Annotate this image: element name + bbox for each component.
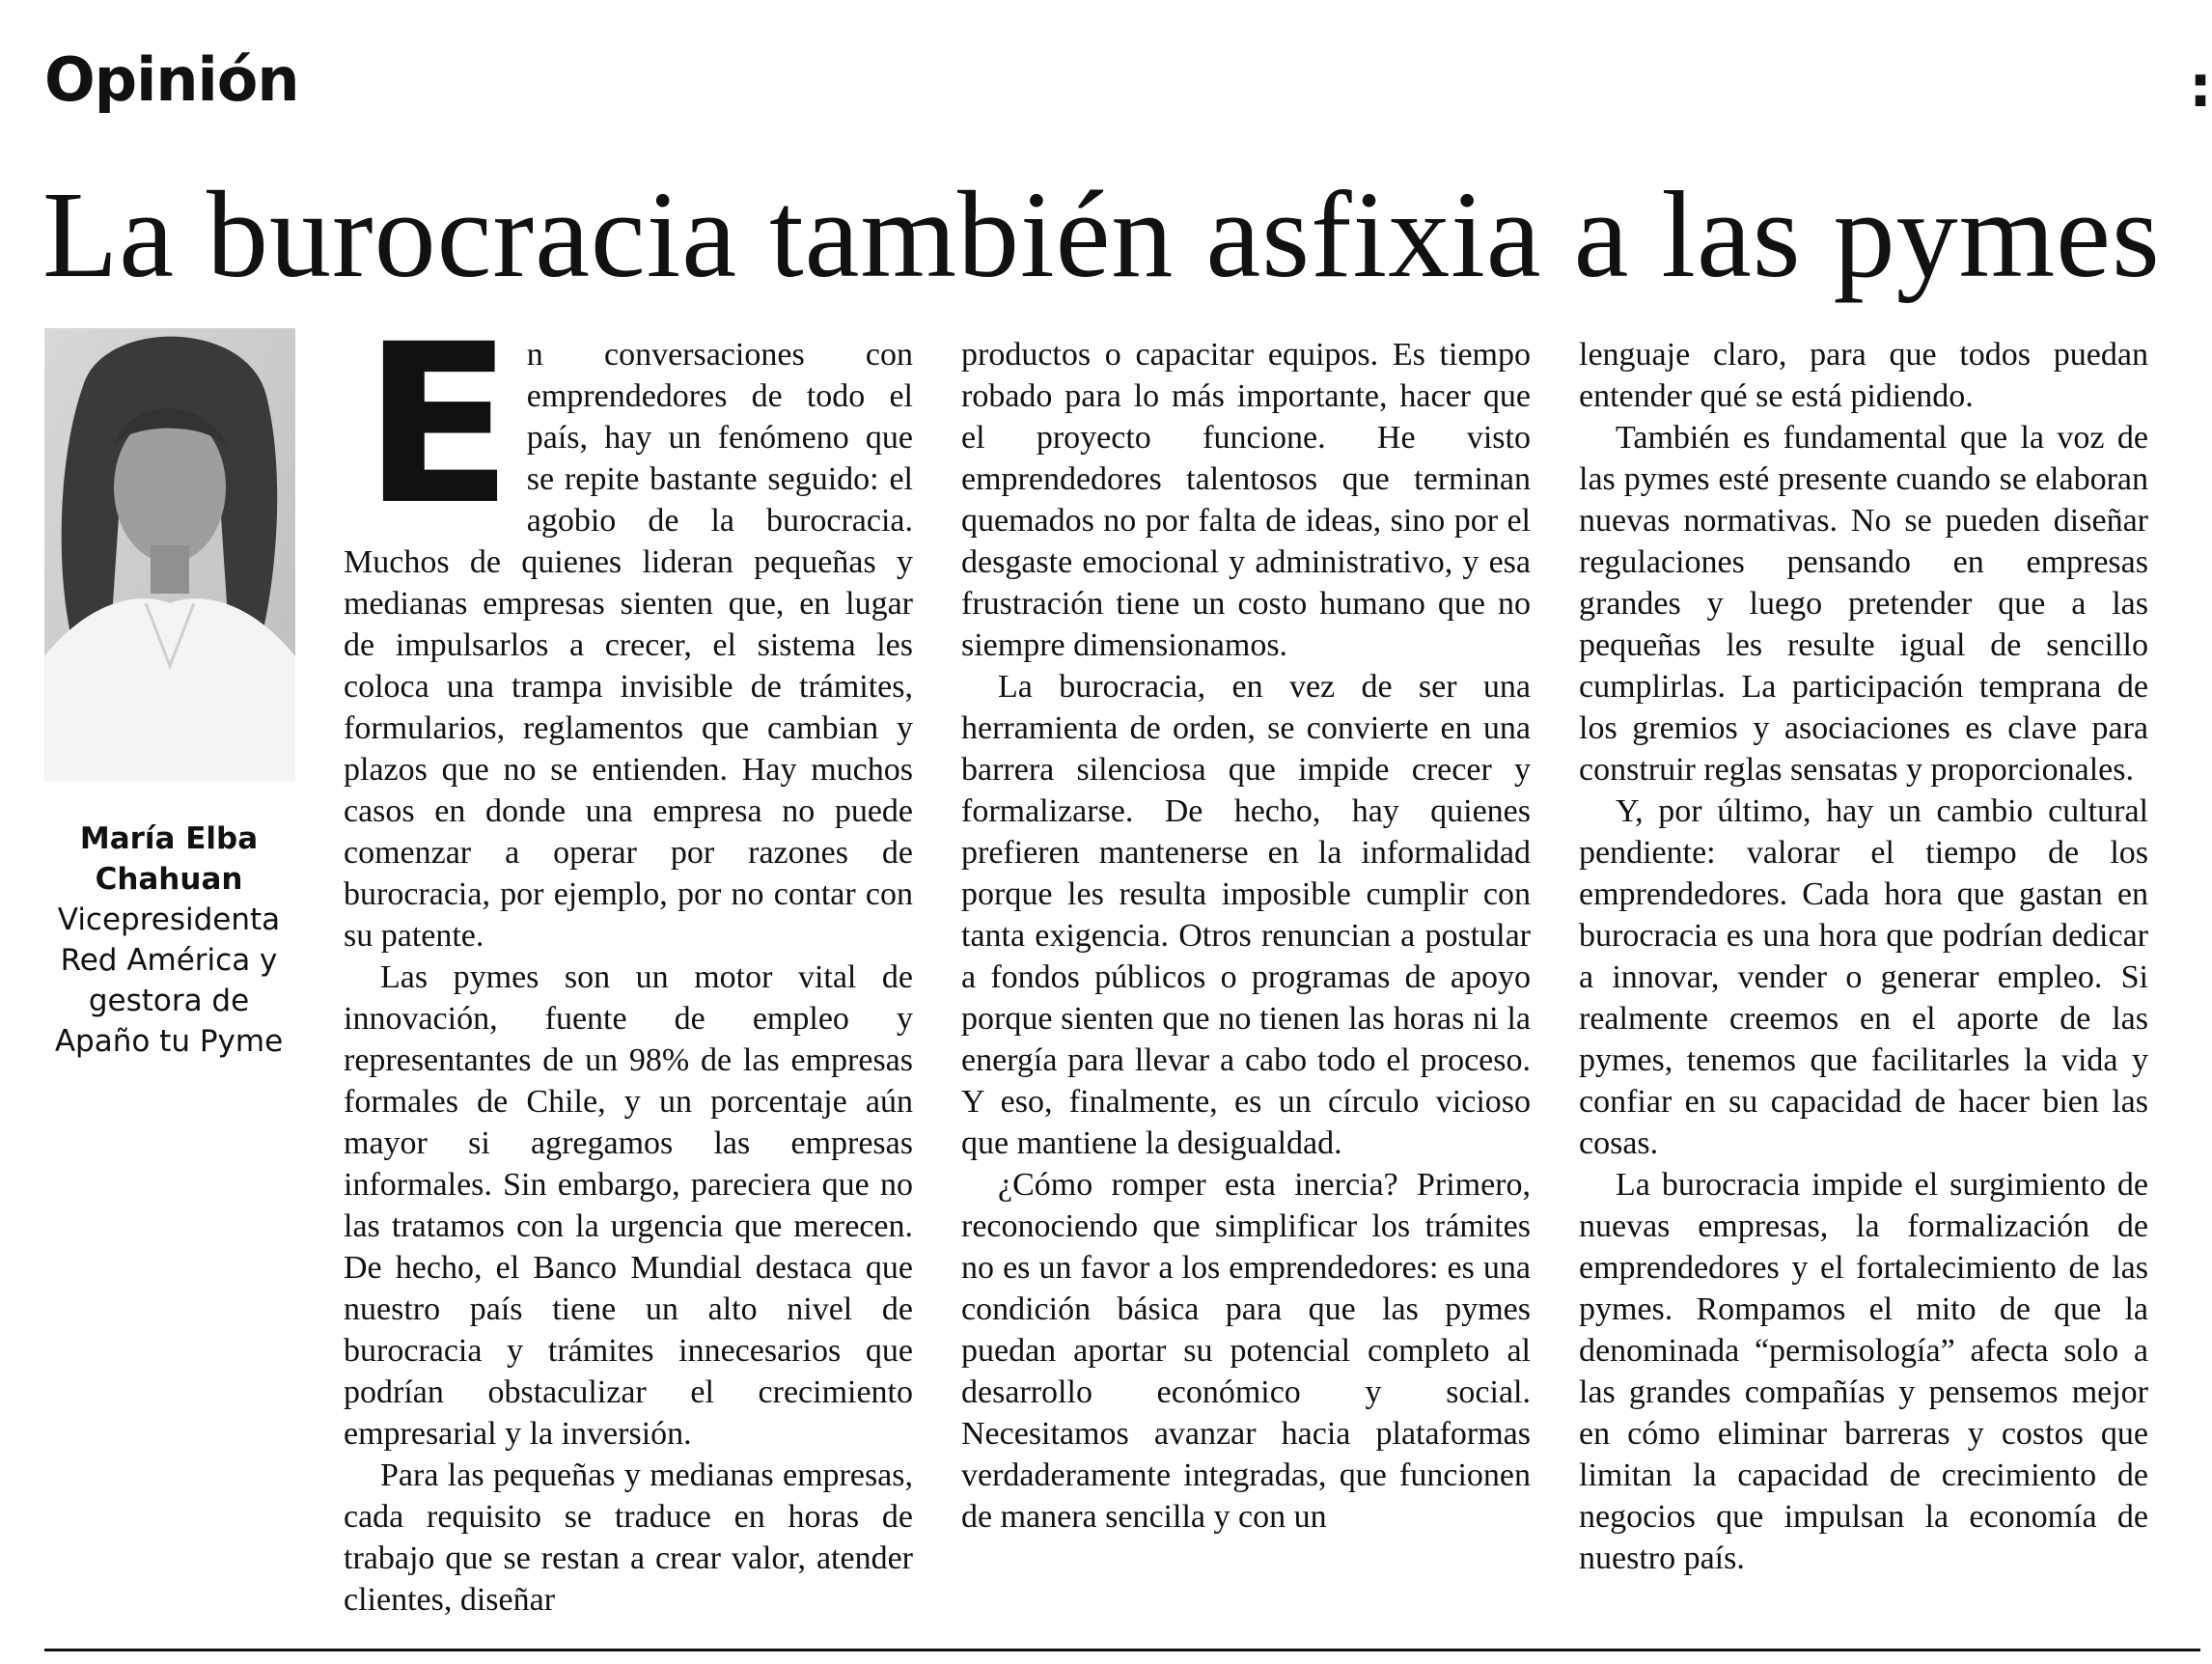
article-paragraph: Las pymes son un motor vital de innovación, fuente de empleo y representantes de un 98% de las empresas formales de Chile, y un porcentaje aún mayor si agregamos las empresas informales. Sin embargo, pareciera que no las tratamos con la urgencia que merecen. De hecho, el Banco Mundial destaca que nuestro país tiene un alto nivel de burocracia y trámites innecesarios que podrían obstaculizar el crecimiento empresarial y la inversión. — [344, 959, 913, 1452]
article-paragraph: ¿Cómo romper esta inercia? Primero, reconociendo que simplificar los trámites no es un favor a los emprendedores: es una condición básica para que las pymes puedan aportar su potencial completo al desarrollo económico y social. Necesitamos avanzar hacia plataformas verdaderamente integradas, que funcionen de manera sencilla y con un — [961, 1167, 1531, 1535]
article-paragraph: La burocracia impide el surgimiento de nuevas empresas, la formalización de emprendedores y el fortalecimiento de las pymes. Rompamos el mito de que la denominada “permisología” afecta solo a las grandes compañías y pensemos mejor en cómo eliminar barreras y costos que limitan la capacidad de crecimiento de negocios que impulsan la economía de nuestro país. — [1579, 1167, 2148, 1576]
article-paragraph: productos o capacitar equipos. Es tiempo robado para lo más importante, hacer que el proyecto funcione. He visto emprendedores talentosos que terminan quemados no por falta de ideas, sino por el desgaste emocional y administrativo, y esa frustración tiene un costo humano que no siempre dimensionamos. — [961, 337, 1531, 663]
article-paragraph: lenguaje claro, para que todos puedan entender qué se está pidiendo. — [1579, 337, 2148, 414]
drop-cap: E — [363, 296, 513, 553]
article-column-2 — [961, 334, 1531, 1618]
headline: La burocracia también asfixia a las pymes — [42, 166, 2161, 303]
section-label: Opinión — [44, 44, 299, 115]
page-edge-mark: : — [2189, 53, 2212, 121]
article-paragraph: También es fundamental que la voz de las pymes esté presente cuando se elaboran nuevas normativas. No se pueden diseñar regulaciones pensando en empresas grandes y luego pretender que a las pequeñas les resulte igual de sencillo cumplirlas. La participación temprana de los gremios y asociaciones es clave para construir reglas sensatas y proporcionales. — [1579, 420, 2148, 788]
article-paragraph: La burocracia, en vez de ser una herramienta de orden, se convierte en una barrera silenciosa que impide crecer y formalizarse. De hecho, hay quienes prefieren mantenerse en la informalidad porque les resulta imposible cumplir con tanta exigencia. Otros renuncian a postular a fondos públicos o programas de apoyo porque sienten que no tienen las horas ni la energía para llevar a cabo todo el proceso. Y eso, finalmente, es un círculo vicioso que mantiene la desigualdad. — [961, 669, 1531, 1161]
author-role: Vicepresidenta Red América y gestora de Apaño tu Pyme — [54, 902, 284, 1059]
article-column-3 — [1579, 334, 2148, 1618]
article-paragraph-text: n conversaciones con emprendedores de todo el país, hay un fenómeno que se repite bastante seguido: el agobio de la burocracia. Muchos de quienes lideran pequeñas y medianas empresas sienten que, en lugar de impulsarlos a crecer, el sistema les coloca una trampa invisible de trámites, formularios, reglamentos que cambian y plazos que no se entienden. Hay muchos casos en donde una empresa no puede comenzar a operar por razones de burocracia, por ejemplo, por no contar con su patente. — [344, 337, 913, 954]
author-name: María Elba Chahuan — [79, 821, 259, 897]
article-paragraph: Y, por último, hay un cambio cultural pendiente: valorar el tiempo de los emprendedores. Cada hora que gastan en burocracia es una hora que podrían dedicar a innovar, vender o generar empleo. Si realmente creemos en el aporte de las pymes, tenemos que facilitarles la vida y confiar en su capacidad de hacer bien las cosas. — [1579, 793, 2148, 1161]
article-paragraph — [344, 296, 913, 957]
author-photo — [44, 328, 295, 782]
article-paragraph: Para las pequeñas y medianas empresas, cada requisito se traduce en horas de trabajo que se restan a crear valor, atender clientes, diseñar — [344, 1457, 913, 1618]
article-column-1 — [344, 296, 913, 1618]
bottom-rule — [44, 1649, 2200, 1651]
